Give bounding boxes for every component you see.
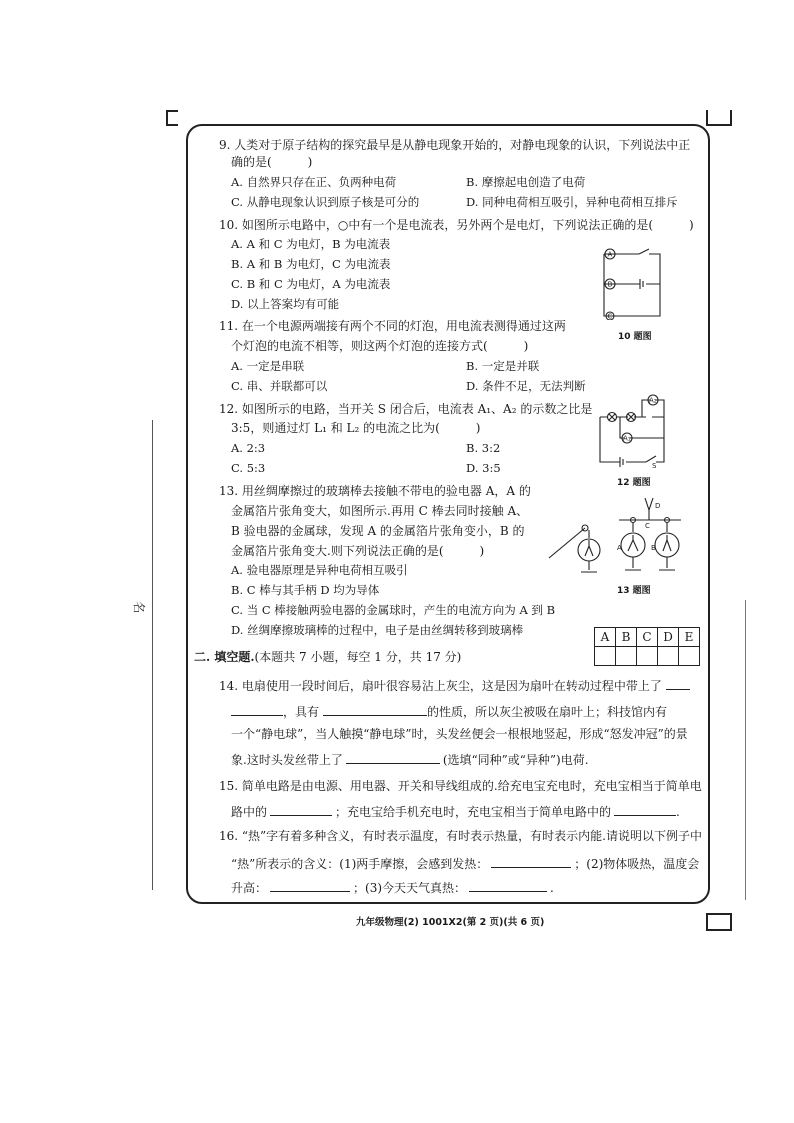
q12-circuit-diagram — [594, 392, 672, 468]
q12-stem-line1: 12. 如图所示的电路，当开关 S 闭合后，电流表 A₁、A₂ 的示数之比是 — [219, 402, 593, 416]
q11-option-a[interactable]: A. 一定是串联 — [231, 359, 305, 373]
q16-text-2a: “热”所表示的含义：(1)两手摩擦，会感到发热： — [231, 857, 489, 871]
corner-mark-top-right — [706, 110, 732, 126]
q11-option-c[interactable]: C. 串、并联都可以 — [231, 379, 328, 393]
q12-stem-line2: 3:5，则通过灯 L₁ 和 L₂ 的电流之比为( ) — [231, 421, 481, 435]
q11-option-b[interactable]: B. 一定是并联 — [466, 359, 540, 373]
q12-fig-label-s: S — [652, 462, 657, 468]
q10-fig-label-c: C — [607, 312, 613, 320]
q10-figure-caption: 10 题图 — [618, 332, 652, 342]
q13-fig-label-b: B — [651, 544, 656, 552]
q13-stem-line1: 13. 用丝绸摩擦过的玻璃棒去接触不带电的验电器 A，A 的 — [219, 484, 531, 498]
q12-option-b[interactable]: B. 3:2 — [466, 441, 501, 455]
q14-blank-1-continued[interactable] — [231, 703, 283, 716]
q16-text-3c: . — [550, 881, 554, 895]
section2-note: (本题共 7 小题，每空 1 分，共 17 分) — [254, 650, 462, 664]
q11-option-d[interactable]: D. 条件不足，无法判断 — [466, 379, 586, 393]
q14-line1 — [219, 677, 690, 693]
answer-cell-b[interactable] — [616, 647, 637, 666]
answer-grid-header-d: D — [658, 628, 679, 647]
q16-text-3a: 升高： — [231, 881, 268, 895]
q10-option-a[interactable]: A. A 和 C 为电灯，B 为电流表 — [231, 237, 391, 251]
q14-line3: 一个“静电球”，当人触摸“静电球”时，头发丝便会一根根地竖起，形成“怒发冲冠”的景 — [231, 727, 688, 741]
q9-option-d[interactable]: D. 同种电荷相互吸引，异种电荷相互排斥 — [466, 195, 678, 209]
q13-option-b[interactable]: B. C 棒与其手柄 D 均为导体 — [231, 583, 380, 597]
q16-text-3b: ；(3)今天天气真热： — [353, 881, 467, 895]
q13-stem-line2: 金属箔片张角变大，如图所示.再用 C 棒去同时接触 A、 — [231, 504, 529, 518]
q15-line1: 15. 简单电路是由电源、用电器、开关和导线组成的.给充电宝充电时，充电宝相当于简单电 — [219, 779, 702, 793]
q12-option-c[interactable]: C. 5:3 — [231, 461, 266, 475]
corner-mark-bottom-right — [706, 913, 732, 931]
q15-text-2c: . — [676, 805, 680, 819]
q13-fig-label-a: A — [617, 544, 622, 552]
q15-line2 — [231, 803, 680, 819]
q12-fig-label-a1: A₁ — [623, 434, 631, 443]
q10-stem: 10. 如图所示电路中，○中有一个是电流表，另外两个是电灯，下列说法正确的是( ) — [219, 218, 694, 232]
answer-grid-header-c: C — [637, 628, 658, 647]
q14-blank-3[interactable] — [346, 751, 440, 764]
q10-option-b[interactable]: B. A 和 B 为电灯，C 为电流表 — [231, 257, 391, 271]
q9-stem-line1: 9. 人类对于原子结构的探究最早是从静电现象开始的，对静电现象的认识，下列说法中正 — [219, 138, 691, 152]
q12-fig-label-a2: A₂ — [649, 396, 657, 405]
q13-fig-label-d: D — [655, 502, 661, 510]
q14-line4 — [231, 751, 589, 767]
q11-stem-line2: 个灯泡的电流不相等，则这两个灯泡的连接方式( ) — [231, 339, 529, 353]
q9-stem-line2: 确的是( ) — [231, 155, 313, 169]
q16-blank-3[interactable] — [469, 879, 547, 892]
binding-line — [152, 420, 153, 890]
answer-cell-e[interactable] — [679, 647, 700, 666]
answer-cell-d[interactable] — [658, 647, 679, 666]
page-footer: 九年级物理(2) 1001X2(第 2 页)(共 6 页) — [356, 917, 545, 928]
side-mark: 名 — [132, 601, 147, 614]
answer-grid-header-row — [595, 628, 700, 647]
q12-option-d[interactable]: D. 3:5 — [466, 461, 501, 475]
q9-option-b[interactable]: B. 摩擦起电创造了电荷 — [466, 175, 586, 189]
right-margin-line — [745, 600, 746, 900]
q14-text-2b: 的性质，所以灰尘被吸在扇叶上；科技馆内有 — [427, 705, 668, 719]
q15-text-2a: 路中的 — [231, 805, 268, 819]
q12-figure-caption: 12 题图 — [617, 478, 651, 488]
q14-blank-2[interactable] — [323, 703, 427, 716]
q13-option-d[interactable]: D. 丝绸摩擦玻璃棒的过程中，电子是由丝绸转移到玻璃棒 — [231, 623, 524, 637]
q10-fig-label-b: B — [607, 280, 613, 289]
q14-line2 — [231, 703, 667, 719]
q13-figure-caption: 13 题图 — [617, 586, 651, 596]
q14-text-1: 14. 电扇使用一段时间后，扇叶很容易沾上灰尘，这是因为扇叶在转动过程中带上了 — [219, 679, 662, 693]
q16-blank-2[interactable] — [270, 879, 350, 892]
q10-option-d[interactable]: D. 以上答案均有可能 — [231, 297, 340, 311]
answer-cell-a[interactable] — [595, 647, 616, 666]
q12-option-a[interactable]: A. 2:3 — [231, 441, 266, 455]
q16-blank-1[interactable] — [491, 855, 571, 868]
q11-stem-line1: 11. 在一个电源两端接有两个不同的灯泡，用电流表测得通过这两 — [219, 319, 566, 333]
q16-text-2b: ；(2)物体吸热，温度会 — [574, 857, 700, 871]
q13-stem-line3: B 验电器的金属球，发现 A 的金属箔片张角变小，B 的 — [231, 524, 525, 538]
corner-mark-top-left — [166, 110, 178, 126]
q10-option-c[interactable]: C. B 和 C 为电灯，A 为电流表 — [231, 277, 391, 291]
answer-cell-c[interactable] — [637, 647, 658, 666]
q15-blank-2[interactable] — [614, 803, 676, 816]
q14-text-2a: ，具有 — [283, 705, 320, 719]
q13-stem-line4: 金属箔片张角变大.则下列说法正确的是( ) — [231, 544, 485, 558]
q13-option-c[interactable]: C. 当 C 棒接触两验电器的金属球时，产生的电流方向为 A 到 B — [231, 603, 556, 617]
q16-line1: 16. “热”字有着多种含义，有时表示温度，有时表示热量，有时表示内能.请说明以下例子中 — [219, 829, 702, 843]
q13-option-a[interactable]: A. 验电器原理是异种电荷相互吸引 — [231, 563, 408, 577]
answer-grid — [594, 627, 700, 666]
q10-circuit-diagram — [594, 242, 670, 320]
q9-option-a[interactable]: A. 自然界只存在正、负两种电荷 — [231, 175, 397, 189]
q9-option-c[interactable]: C. 从静电现象认识到原子核是可分的 — [231, 195, 420, 209]
answer-grid-header-e: E — [679, 628, 700, 647]
q13-fig-label-c: C — [645, 522, 650, 530]
q16-line2 — [231, 855, 699, 871]
section2-title: 二. 填空题. — [194, 650, 255, 664]
q13-electroscope-diagram — [545, 490, 695, 580]
q14-text-4a: 象.这时头发丝带上了 — [231, 753, 343, 767]
answer-grid-header-b: B — [616, 628, 637, 647]
q14-text-4b: (选填“同种”或“异种”)电荷. — [442, 753, 589, 767]
answer-grid-header-a: A — [595, 628, 616, 647]
answer-grid-answer-row — [595, 647, 700, 666]
section2-header — [194, 650, 461, 664]
q14-blank-1[interactable] — [666, 677, 690, 690]
q15-text-2b: ；充电宝给手机充电时，充电宝相当于简单电路中的 — [335, 805, 612, 819]
q10-fig-label-a: A — [607, 250, 613, 259]
q15-blank-1[interactable] — [270, 803, 332, 816]
q16-line3 — [231, 879, 554, 895]
